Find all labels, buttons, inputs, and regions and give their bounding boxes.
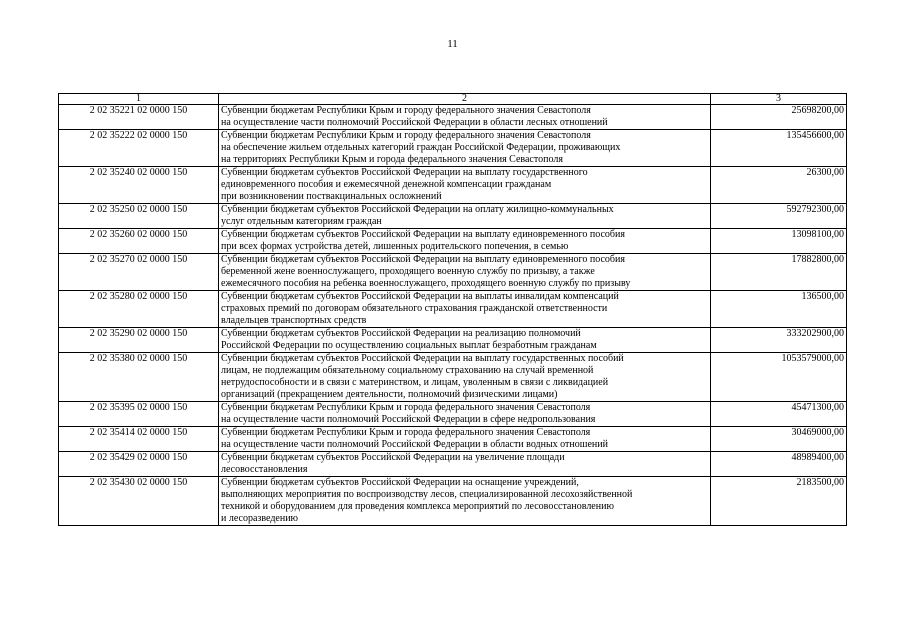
budget-code-cell: 2 02 35270 02 0000 150: [59, 254, 219, 291]
table-header-row: [59, 94, 847, 105]
description-cell: Субвенции бюджетам субъектов Российской Федерации на выплату государственных пособий лицам, не подлежащим обязательному социальному страхованию на случай временной нетрудоспособности и в связи с материнством, и лицам, уволенным в связи с ликвидацией организаций (прекращением деятельности, полномочий физическими лицами): [219, 353, 711, 402]
description-cell: Субвенции бюджетам Республики Крым и городу федерального значения Севастополя на обеспечение жильем отдельных категорий граждан Российской Федерации, проживающих на территориях Республики Крым и города федерального значения Севастополя: [219, 130, 711, 167]
column-header-1: 1: [59, 94, 219, 105]
table-row: [59, 477, 847, 526]
amount-cell: 135456600,00: [711, 130, 847, 167]
budget-code-cell: 2 02 35290 02 0000 150: [59, 328, 219, 353]
description-cell: Субвенции бюджетам Республики Крым и города федерального значения Севастополя на осуществление части полномочий Российской Федерации в сфере недропользования: [219, 402, 711, 427]
table-row: [59, 254, 847, 291]
budget-code-cell: 2 02 35429 02 0000 150: [59, 452, 219, 477]
table-row: [59, 452, 847, 477]
table-row: [59, 204, 847, 229]
budget-code-cell: 2 02 35430 02 0000 150: [59, 477, 219, 526]
table-row: [59, 353, 847, 402]
description-cell: Субвенции бюджетам Республики Крым и города федерального значения Севастополя на осуществление части полномочий Российской Федерации в области водных отношений: [219, 427, 711, 452]
amount-cell: 333202900,00: [711, 328, 847, 353]
amount-cell: 26300,00: [711, 167, 847, 204]
budget-table-body: [59, 94, 847, 526]
amount-cell: 2183500,00: [711, 477, 847, 526]
budget-code-cell: 2 02 35260 02 0000 150: [59, 229, 219, 254]
budget-code-cell: 2 02 35380 02 0000 150: [59, 353, 219, 402]
amount-cell: 25698200,00: [711, 105, 847, 130]
budget-table: [58, 93, 847, 526]
amount-cell: 592792300,00: [711, 204, 847, 229]
amount-cell: 13098100,00: [711, 229, 847, 254]
budget-code-cell: 2 02 35250 02 0000 150: [59, 204, 219, 229]
budget-code-cell: 2 02 35395 02 0000 150: [59, 402, 219, 427]
column-header-2: 2: [219, 94, 711, 105]
description-cell: Субвенции бюджетам субъектов Российской Федерации на выплату единовременного пособия при всех формах устройства детей, лишенных родительского попечения, в семью: [219, 229, 711, 254]
budget-code-cell: 2 02 35221 02 0000 150: [59, 105, 219, 130]
budget-code-cell: 2 02 35414 02 0000 150: [59, 427, 219, 452]
table-row: [59, 328, 847, 353]
description-cell: Субвенции бюджетам субъектов Российской Федерации на оплату жилищно-коммунальных услуг отдельным категориям граждан: [219, 204, 711, 229]
table-row: [59, 167, 847, 204]
description-cell: Субвенции бюджетам субъектов Российской Федерации на увеличение площади лесовосстановления: [219, 452, 711, 477]
column-header-3: 3: [711, 94, 847, 105]
budget-code-cell: 2 02 35222 02 0000 150: [59, 130, 219, 167]
table-row: [59, 402, 847, 427]
table-row: [59, 291, 847, 328]
description-cell: Субвенции бюджетам субъектов Российской Федерации на выплату единовременного пособия беременной жене военнослужащего, проходящего военную службу по призыву, а также ежемесячного пособия на ребенка военнослужащего, проходящего военную службу по призыву: [219, 254, 711, 291]
budget-code-cell: 2 02 35240 02 0000 150: [59, 167, 219, 204]
table-row: [59, 427, 847, 452]
table-row: [59, 130, 847, 167]
amount-cell: 45471300,00: [711, 402, 847, 427]
amount-cell: 48989400,00: [711, 452, 847, 477]
description-cell: Субвенции бюджетам субъектов Российской Федерации на выплату государственного единовременного пособия и ежемесячной денежной компенсации гражданам при возникновении поствакцинальных осложнений: [219, 167, 711, 204]
description-cell: Субвенции бюджетам субъектов Российской Федерации на реализацию полномочий Российской Федерации по осуществлению социальных выплат безработным гражданам: [219, 328, 711, 353]
description-cell: Субвенции бюджетам Республики Крым и городу федерального значения Севастополя на осуществление части полномочий Российской Федерации в области лесных отношений: [219, 105, 711, 130]
table-row: [59, 105, 847, 130]
table-row: [59, 229, 847, 254]
amount-cell: 136500,00: [711, 291, 847, 328]
amount-cell: 30469000,00: [711, 427, 847, 452]
page-number: 11: [447, 38, 458, 50]
amount-cell: 17882800,00: [711, 254, 847, 291]
budget-code-cell: 2 02 35280 02 0000 150: [59, 291, 219, 328]
description-cell: Субвенции бюджетам субъектов Российской Федерации на выплаты инвалидам компенсаций страховых премий по договорам обязательного страхования гражданской ответственности владельцев транспортных средств: [219, 291, 711, 328]
amount-cell: 1053579000,00: [711, 353, 847, 402]
description-cell: Субвенции бюджетам субъектов Российской Федерации на оснащение учреждений, выполняющих мероприятия по воспроизводству лесов, специализированной лесохозяйственной техникой и оборудованием для проведения комплекса мероприятий по лесовосстановлению и лесоразведению: [219, 477, 711, 526]
